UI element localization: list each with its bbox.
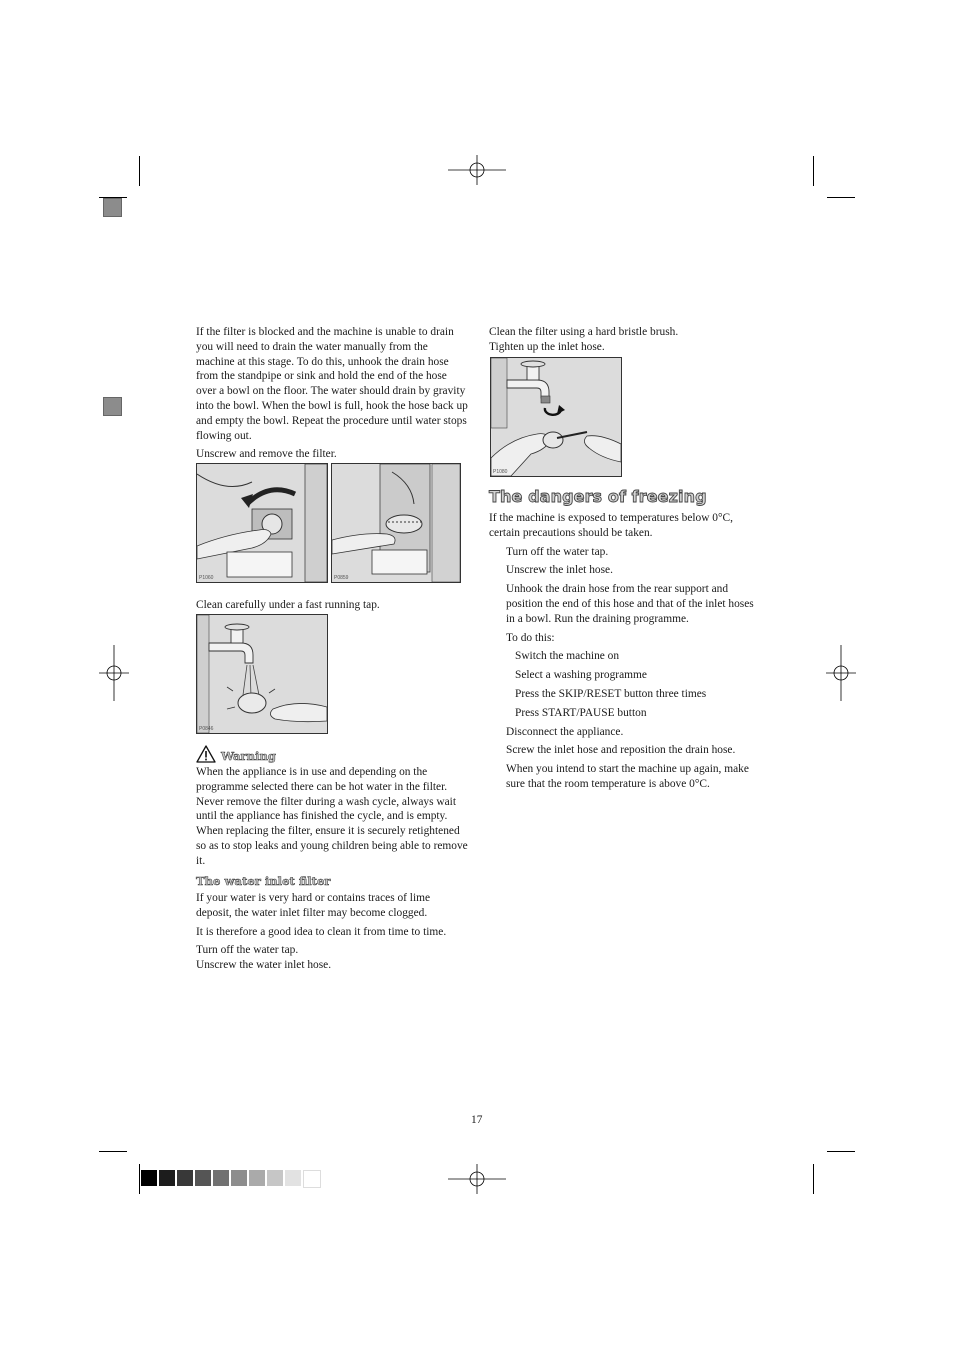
figure-code: P1080 bbox=[493, 469, 508, 475]
color-swatch bbox=[195, 1170, 211, 1186]
warning-block bbox=[196, 765, 468, 869]
inlet-text-2: It is therefore a good idea to clean it from time to time. bbox=[196, 925, 447, 938]
figure-brush-filter bbox=[490, 357, 622, 477]
inlet-filter-heading: The water inlet filter bbox=[196, 874, 331, 888]
freezing-step-4: To do this: bbox=[506, 631, 555, 644]
freezing-step-1: Turn off the water tap. bbox=[506, 545, 609, 558]
inlet-filter-block bbox=[196, 891, 468, 973]
figure-code: P0859 bbox=[334, 575, 349, 581]
brush-line-2: Tighten up the inlet hose. bbox=[489, 340, 605, 353]
figure-remove-filter bbox=[331, 463, 461, 583]
brush-line-1: Clean the filter using a hard bristle brush. bbox=[489, 326, 679, 338]
freezing-step-2: Unscrew the inlet hose. bbox=[506, 564, 613, 577]
color-swatch bbox=[141, 1170, 157, 1186]
warning-title: Warning bbox=[221, 749, 277, 763]
freezing-substep-3: Press the SKIP/RESET button three times bbox=[515, 687, 707, 700]
freezing-after-1: Disconnect the appliance. bbox=[506, 725, 624, 738]
freezing-heading: The dangers of freezing bbox=[489, 487, 707, 506]
freezing-substep-2: Select a washing programme bbox=[515, 669, 647, 682]
color-swatch bbox=[159, 1170, 175, 1186]
inlet-step-1: Turn off the water tap. bbox=[196, 944, 299, 957]
freezing-after-2: Screw the inlet hose and reposition the drain hose. bbox=[506, 744, 736, 757]
freezing-substep-4: Press START/PAUSE button bbox=[515, 706, 647, 719]
figure-rinse-tap bbox=[196, 614, 328, 734]
color-swatch bbox=[231, 1170, 247, 1186]
registration-target-bottom bbox=[448, 1164, 506, 1194]
warning-triangle-icon bbox=[196, 745, 216, 763]
warning-heading bbox=[196, 745, 276, 763]
grey-marker-mid bbox=[103, 397, 122, 416]
color-swatch bbox=[285, 1170, 301, 1186]
left-column bbox=[196, 325, 468, 462]
color-swatch bbox=[213, 1170, 229, 1186]
warning-text: When the appliance is in use and depending on the programme selected there can be hot water in the filter. Never remove the filter during a wash cycle, always wait until the appliance has finished the cycle, and is empty. When replacing the filter, ensure it is securely retightened so as to stop leaks and young children being able to remove it. bbox=[196, 766, 468, 867]
grey-marker-top bbox=[103, 198, 122, 217]
page-number: 17 bbox=[471, 1114, 483, 1126]
inlet-step-2: Unscrew the water inlet hose. bbox=[196, 959, 332, 972]
drain-paragraph: If the filter is blocked and the machine is unable to drain you will need to drain the water manually from the machine at this stage. To do this, unhook the drain hose from the standpipe or sink and hold the end of the hose over a bowl on the floor. The water should drain by gravity into the bowl. When the bowl is full, hook the hose back up and empty the bowl. Repeat the procedure until water stops flowing out. bbox=[196, 326, 468, 442]
registration-target-right bbox=[826, 645, 856, 701]
figure-code: P0846 bbox=[199, 726, 214, 732]
freezing-substep-1: Switch the machine on bbox=[515, 650, 620, 663]
freezing-intro: If the machine is exposed to temperatures below 0°C, certain precautions should be taken. bbox=[489, 512, 734, 539]
color-swatch bbox=[249, 1170, 265, 1186]
registration-target-top bbox=[448, 155, 506, 185]
clean-tap-text: Clean carefully under a fast running tap. bbox=[196, 599, 380, 611]
unscrew-filter-text: Unscrew and remove the filter. bbox=[196, 448, 337, 461]
freezing-block bbox=[489, 511, 764, 792]
inlet-text-1: If your water is very hard or contains traces of lime deposit, the water inlet filter may become clogged. bbox=[196, 892, 431, 919]
brush-block bbox=[489, 325, 764, 355]
figure-code: P1060 bbox=[199, 575, 214, 581]
color-swatch bbox=[303, 1170, 321, 1188]
freezing-step-3: Unhook the drain hose from the rear support and position the end of this hose and that of the inlet hoses in a bowl. Run the draining programme. bbox=[506, 583, 754, 625]
color-calibration-bar bbox=[141, 1170, 321, 1186]
color-swatch bbox=[177, 1170, 193, 1186]
figure-unscrew-filter bbox=[196, 463, 328, 583]
registration-target-left bbox=[99, 645, 129, 701]
color-swatch bbox=[267, 1170, 283, 1186]
freezing-after-3: When you intend to start the machine up again, make sure that the room temperature is above 0°C. bbox=[506, 763, 749, 790]
